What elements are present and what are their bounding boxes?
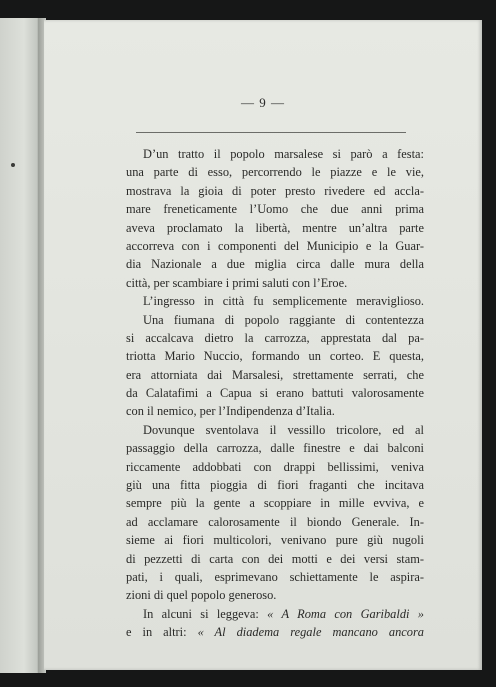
text-line: aveva proclamato la libertà, mentre un’altra parte: [126, 220, 424, 235]
text-line: sieme ai fiori multicolori, venivano pure giù nugoli: [126, 533, 424, 548]
text-line: una parte di esso, percorrendo le piazze e le vie,: [126, 165, 424, 180]
text-line: mostrava la gioia di poter presto rivedere ed accla-: [126, 183, 424, 198]
text-line: si accalcava dietro la carrozza, apprestata dal pa-: [126, 330, 424, 345]
quoted-motto: « A Roma con Garibaldi »: [267, 606, 424, 621]
page-number: — 9 —: [241, 95, 285, 110]
text-line: era attorniata dai Marsalesi, strettamente serrati, che: [126, 367, 424, 382]
text-line: di pezzetti di carta con dei motti e dei versi stam-: [126, 551, 424, 566]
text-line: L’ingresso in città fu semplicemente meraviglioso.: [143, 294, 424, 309]
text-line: zioni di quel popolo generoso.: [126, 588, 277, 603]
text-line: Dovunque sventolava il vessillo tricolore, ed al: [143, 422, 424, 437]
text-line: giù una fitta pioggia di fiori fraganti che incitava: [126, 478, 424, 493]
line-prefix: e in altri:: [126, 625, 198, 640]
text-line-with-quote: [126, 623, 424, 641]
text-line-with-quote: [126, 605, 424, 623]
text-line: D’un tratto il popolo marsalese si parò a festa:: [143, 147, 424, 161]
text-line: mare freneticamente l’Uomo che due anni prima: [126, 202, 424, 217]
text-line: da Calatafimi a Capua si erano battuti valorosamente: [126, 386, 424, 401]
book-page: [44, 20, 482, 670]
text-line: città, per scambiare i primi saluti con l’Eroe.: [126, 275, 348, 290]
text-line: riccamente addobbati con drappi bellissimi, veniva: [126, 459, 424, 474]
body-text: [126, 145, 424, 642]
text-line: passaggio della carrozza, dalle finestre e dai balconi: [126, 441, 424, 456]
header-rule: [136, 132, 406, 133]
text-line: dia Nazionale a due miglia circa dalle mura della: [126, 257, 424, 272]
text-line: pati, i quali, esprimevano schiettamente le aspira-: [126, 569, 424, 584]
text-line: sempre più la gente a scoppiare in mille evviva, e: [126, 496, 424, 511]
text-line: triotta Mario Nuccio, formando un corteo. E questa,: [126, 349, 424, 364]
facing-page-edge: [0, 18, 40, 673]
text-line: ad acclamare calorosamente il biondo Generale. In-: [126, 514, 424, 529]
line-prefix: In alcuni si leggeva:: [143, 606, 268, 621]
ink-speck: [11, 163, 15, 167]
quoted-motto: « Al diadema regale mancano ancora: [197, 625, 424, 640]
text-line: accorreva con i componenti del Municipio e la Guar-: [126, 238, 424, 253]
text-line: con il nemico, per l’Indipendenza d’Italia.: [126, 404, 335, 419]
text-line: Una fiumana di popolo raggiante di contentezza: [143, 312, 424, 327]
